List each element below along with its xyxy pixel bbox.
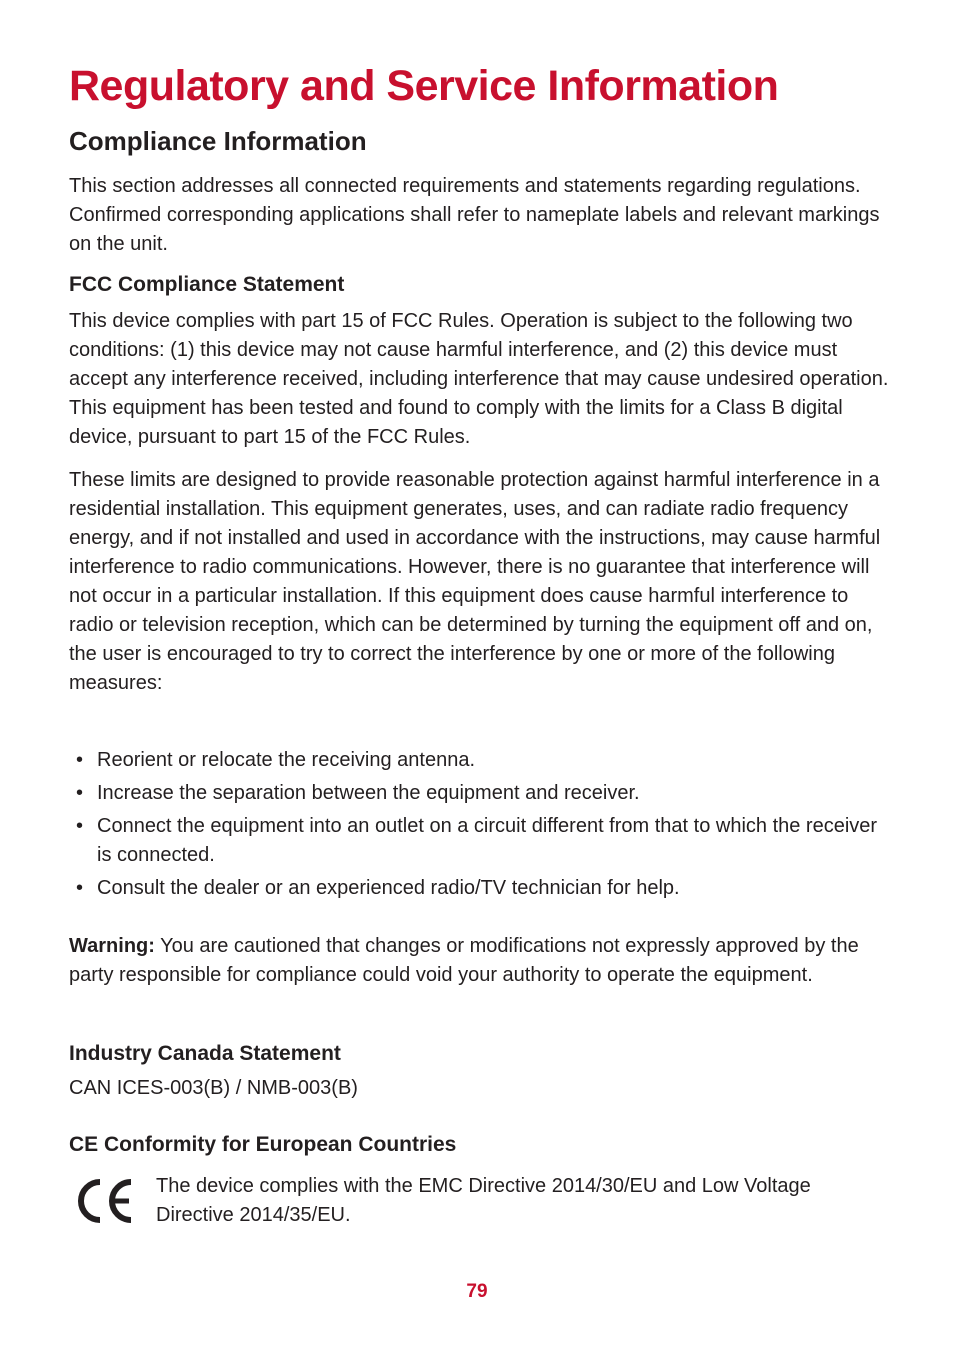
canada-heading: Industry Canada Statement — [69, 1042, 341, 1065]
fcc-measures-list — [69, 746, 889, 907]
bullet-icon: • — [76, 782, 84, 804]
warning-text: You are cautioned that changes or modifications not expressly approved by the party responsible for compliance could void your authority to operate the equipment. — [69, 935, 859, 986]
intro-paragraph: This section addresses all connected requirements and statements regarding regulations. Confirmed corresponding applications shall refer to nameplate labels and relevant markings on the unit. — [69, 175, 880, 255]
ce-mark-icon — [74, 1178, 134, 1224]
warning-paragraph — [69, 932, 889, 990]
warning-label: Warning: — [69, 935, 155, 957]
list-item-text: Increase the separation between the equipment and receiver. — [97, 782, 640, 804]
canada-text: CAN ICES-003(B) / NMB-003(B) — [69, 1077, 358, 1099]
bullet-icon: • — [76, 877, 84, 899]
fcc-heading: FCC Compliance Statement — [69, 273, 345, 296]
list-item — [69, 779, 889, 808]
fcc-paragraph-2: These limits are designed to provide reasonable protection against harmful interference in a residential installation. This equipment generates, uses, and can radiate radio frequency energy, and if not installed and used in accordance with the instructions, may cause harmful interference to radio communications. However, there is no guarantee that interference will not occur in a particular installation. If this equipment does cause harmful interference to radio or television reception, which can be determined by turning the equipment off and on, the user is encouraged to try to correct the interference by one or more of the following measures: — [69, 469, 881, 694]
ce-statement — [69, 1172, 889, 1242]
list-item-text: Reorient or relocate the receiving antenna. — [97, 749, 476, 771]
bullet-icon: • — [76, 749, 84, 771]
page-title: Regulatory and Service Information — [69, 62, 779, 110]
list-item — [69, 746, 889, 775]
list-item — [69, 812, 889, 870]
page-number: 79 — [466, 1281, 488, 1302]
section-title: Compliance Information — [69, 126, 367, 156]
ce-text: The device complies with the EMC Directive 2014/30/EU and Low Voltage Directive 2014/35/EU. — [156, 1175, 811, 1226]
fcc-paragraph-1: This device complies with part 15 of FCC Rules. Operation is subject to the following two conditions: (1) this device may not cause harmful interference, and (2) this device must accept any interference received, including interference that may cause undesired operation. This equipment has been tested and found to comply with the limits for a Class B digital device, pursuant to part 15 of the FCC Rules. — [69, 310, 889, 448]
list-item-text: Consult the dealer or an experienced radio/TV technician for help. — [97, 877, 680, 899]
ce-heading: CE Conformity for European Countries — [69, 1133, 457, 1156]
bullet-icon: • — [76, 815, 84, 837]
list-item-text: Connect the equipment into an outlet on a circuit different from that to which the receiver is connected. — [97, 815, 878, 866]
list-item — [69, 874, 889, 903]
